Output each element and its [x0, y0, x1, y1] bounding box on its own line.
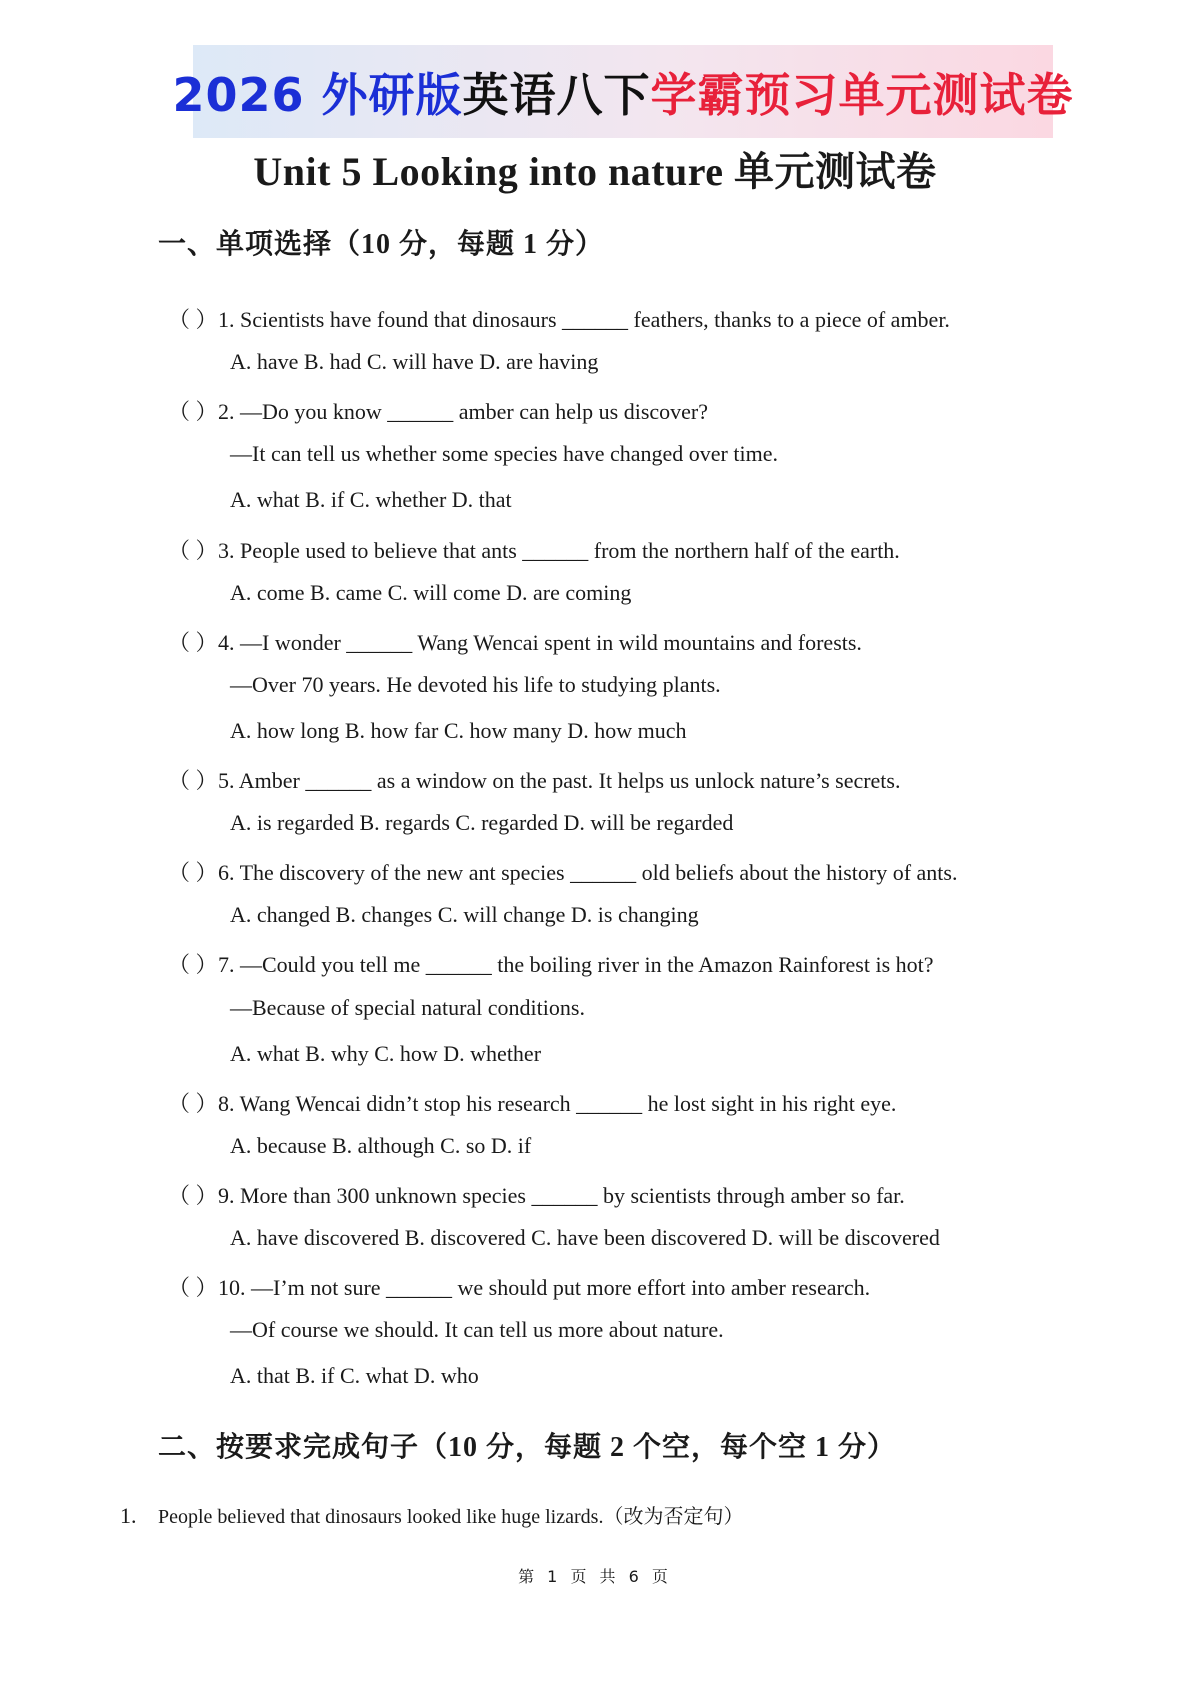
answer-options: A. is regarded B. regards C. regarded D. will be regarded	[230, 810, 734, 836]
question-4	[168, 626, 862, 657]
answer-bracket[interactable]: （ ）	[168, 307, 218, 332]
answer-bracket[interactable]: （ ）	[168, 1182, 218, 1208]
answer-options: A. changed B. changes C. will change D. is changing	[230, 902, 699, 928]
dialogue-line: —Because of special natural conditions.	[230, 994, 585, 1020]
document-title: Unit 5 Looking into nature 单元测试卷	[253, 149, 937, 194]
question-stem: 2. —Do you know ______ amber can help us discover?	[218, 399, 709, 425]
section-heading-2: 二、按要求完成句子（10 分，每题 2 个空，每个空 1 分）	[158, 1432, 897, 1463]
question-stem: 1. Scientists have found that dinosaurs ______ feathers, thanks to a piece of amber.	[218, 307, 950, 332]
answer-options: A. because B. although C. so D. if	[230, 1132, 532, 1158]
answer-bracket[interactable]: （ ）	[168, 768, 218, 793]
question-6	[168, 856, 957, 887]
header-banner	[172, 45, 1074, 138]
question-stem: 3. People used to believe that ants ______ from the northern half of the earth.	[218, 537, 900, 563]
answer-options: A. what B. if C. whether D. that	[230, 487, 512, 513]
answer-bracket[interactable]: （ ）	[168, 860, 218, 886]
answer-bracket[interactable]: （ ）	[168, 629, 218, 655]
question-2	[168, 395, 708, 426]
answer-bracket[interactable]: （ ）	[168, 1090, 218, 1116]
question-9	[168, 1179, 905, 1210]
question-stem: 6. The discovery of the new ant species ______ old beliefs about the history of ants.	[218, 860, 958, 886]
dialogue-line: —It can tell us whether some species have changed over time.	[230, 441, 778, 467]
question-3	[168, 534, 900, 565]
question-5	[168, 764, 900, 795]
answer-options: A. how long B. how far C. how many D. how much	[230, 717, 687, 743]
question-10	[168, 1271, 870, 1302]
answer-bracket[interactable]: （ ）	[168, 1275, 218, 1301]
banner-part-subject: 英语八下	[462, 67, 651, 122]
banner-title	[172, 59, 1073, 125]
section2-item-number: 1.	[120, 1503, 137, 1528]
answer-options: A. have B. had C. will have D. are having	[230, 349, 599, 375]
dialogue-line: —Of course we should. It can tell us more about nature.	[230, 1317, 724, 1343]
answer-options: A. have discovered B. discovered C. have been discovered D. will be discovered	[230, 1225, 940, 1250]
question-stem: 4. —I wonder ______ Wang Wencai spent in wild mountains and forests.	[218, 629, 862, 655]
question-stem: 9. More than 300 unknown species ______ by scientists through amber so far.	[218, 1182, 905, 1208]
answer-options: A. that B. if C. what D. who	[230, 1363, 479, 1389]
page-footer: 第 1 页 共 6 页	[518, 1567, 672, 1586]
answer-bracket[interactable]: （ ）	[168, 399, 218, 425]
section-heading-1: 一、单项选择（10 分，每题 1 分）	[158, 229, 605, 260]
question-stem: 5. Amber ______ as a window on the past. It helps us unlock nature’s secrets.	[218, 768, 901, 793]
answer-options: A. what B. why C. how D. whether	[230, 1040, 542, 1066]
dialogue-line: —Over 70 years. He devoted his life to studying plants.	[230, 671, 721, 697]
question-stem: 10. —I’m not sure ______ we should put more effort into amber research.	[218, 1275, 871, 1301]
banner-part-edition: 2026 外研版	[172, 67, 463, 122]
banner-part-type: 学霸预习单元测试卷	[650, 67, 1074, 122]
question-1	[168, 303, 950, 334]
question-8	[168, 1087, 896, 1118]
question-stem: 7. —Could you tell me ______ the boiling river in the Amazon Rainforest is hot?	[218, 952, 934, 978]
section2-item-text: People believed that dinosaurs looked like huge lizards.（改为否定句）	[158, 1506, 744, 1528]
question-stem: 8. Wang Wencai didn’t stop his research ______ he lost sight in his right eye.	[218, 1090, 897, 1116]
answer-bracket[interactable]: （ ）	[168, 537, 218, 563]
question-7	[168, 948, 934, 979]
answer-options: A. come B. came C. will come D. are coming	[230, 579, 632, 605]
answer-bracket[interactable]: （ ）	[168, 952, 218, 978]
section2-item	[120, 1500, 743, 1529]
